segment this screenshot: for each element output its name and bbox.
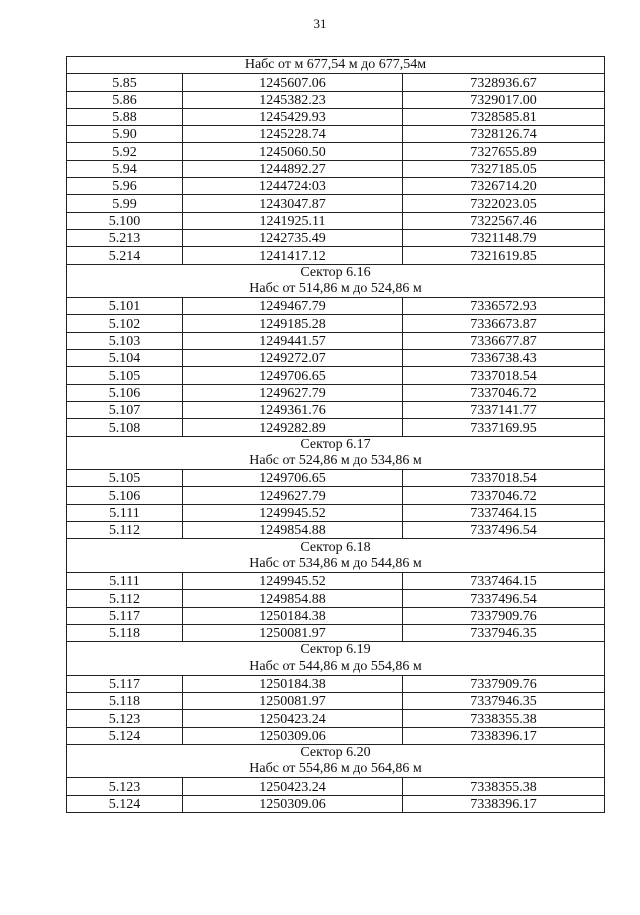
x-coordinate-cell: 1245429.93 xyxy=(183,108,403,125)
table-row xyxy=(67,419,605,436)
y-coordinate-cell: 7328936.67 xyxy=(403,74,605,91)
x-coordinate-cell: 1250081.97 xyxy=(183,692,403,709)
table-row xyxy=(67,298,605,315)
table-row xyxy=(67,367,605,384)
section-header-row xyxy=(67,539,605,556)
y-coordinate-cell: 7321148.79 xyxy=(403,229,605,246)
point-id-cell: 5.86 xyxy=(67,91,183,108)
point-id-cell: 5.124 xyxy=(67,795,183,812)
sector-title: Сектор 6.17 xyxy=(67,436,605,453)
table-row xyxy=(67,778,605,795)
x-coordinate-cell: 1250184.38 xyxy=(183,675,403,692)
point-id-cell: 5.85 xyxy=(67,74,183,91)
point-id-cell: 5.117 xyxy=(67,607,183,624)
height-range-label: Набс от 544,86 м до 554,86 м xyxy=(67,658,605,675)
x-coordinate-cell: 1243047.87 xyxy=(183,195,403,212)
y-coordinate-cell: 7337046.72 xyxy=(403,384,605,401)
point-id-cell: 5.105 xyxy=(67,470,183,487)
y-coordinate-cell: 7322567.46 xyxy=(403,212,605,229)
table-row xyxy=(67,229,605,246)
table-row xyxy=(67,607,605,624)
table-row xyxy=(67,487,605,504)
table-row xyxy=(67,143,605,160)
sector-title: Сектор 6.16 xyxy=(67,264,605,281)
y-coordinate-cell: 7337909.76 xyxy=(403,675,605,692)
point-id-cell: 5.104 xyxy=(67,350,183,367)
section-header-row xyxy=(67,436,605,453)
table-row xyxy=(67,795,605,812)
coordinates-table-body xyxy=(67,57,605,813)
point-id-cell: 5.101 xyxy=(67,298,183,315)
y-coordinate-cell: 7337946.35 xyxy=(403,692,605,709)
section-header-row xyxy=(67,264,605,281)
height-range-label: Набс от 524,86 м до 534,86 м xyxy=(67,453,605,470)
x-coordinate-cell: 1241417.12 xyxy=(183,247,403,264)
table-row xyxy=(67,212,605,229)
sector-title: Сектор 6.20 xyxy=(67,744,605,761)
x-coordinate-cell: 1245060.50 xyxy=(183,143,403,160)
table-row xyxy=(67,195,605,212)
height-range-label: Набс от 534,86 м до 544,86 м xyxy=(67,556,605,573)
y-coordinate-cell: 7327185.05 xyxy=(403,160,605,177)
y-coordinate-cell: 7338355.38 xyxy=(403,778,605,795)
point-id-cell: 5.106 xyxy=(67,384,183,401)
table-row xyxy=(67,384,605,401)
y-coordinate-cell: 7337946.35 xyxy=(403,624,605,641)
table-row xyxy=(67,624,605,641)
y-coordinate-cell: 7336738.43 xyxy=(403,350,605,367)
point-id-cell: 5.112 xyxy=(67,590,183,607)
y-coordinate-cell: 7337464.15 xyxy=(403,504,605,521)
x-coordinate-cell: 1242735.49 xyxy=(183,229,403,246)
y-coordinate-cell: 7338396.17 xyxy=(403,795,605,812)
y-coordinate-cell: 7322023.05 xyxy=(403,195,605,212)
point-id-cell: 5.88 xyxy=(67,108,183,125)
point-id-cell: 5.92 xyxy=(67,143,183,160)
y-coordinate-cell: 7336673.87 xyxy=(403,315,605,332)
table-row xyxy=(67,710,605,727)
table-row xyxy=(67,470,605,487)
section-header-row xyxy=(67,744,605,761)
x-coordinate-cell: 1249441.57 xyxy=(183,332,403,349)
y-coordinate-cell: 7337464.15 xyxy=(403,572,605,589)
table-row xyxy=(67,247,605,264)
coordinates-table xyxy=(66,56,605,813)
y-coordinate-cell: 7326714.20 xyxy=(403,178,605,195)
sector-title: Сектор 6.19 xyxy=(67,642,605,659)
point-id-cell: 5.111 xyxy=(67,504,183,521)
x-coordinate-cell: 1249706.65 xyxy=(183,470,403,487)
x-coordinate-cell: 1250309.06 xyxy=(183,795,403,812)
y-coordinate-cell: 7321619.85 xyxy=(403,247,605,264)
y-coordinate-cell: 7328126.74 xyxy=(403,126,605,143)
point-id-cell: 5.90 xyxy=(67,126,183,143)
x-coordinate-cell: 1250309.06 xyxy=(183,727,403,744)
x-coordinate-cell: 1245382.23 xyxy=(183,91,403,108)
point-id-cell: 5.105 xyxy=(67,367,183,384)
x-coordinate-cell: 1249854.88 xyxy=(183,590,403,607)
point-id-cell: 5.106 xyxy=(67,487,183,504)
section-header-row xyxy=(67,281,605,298)
table-row xyxy=(67,108,605,125)
table-row xyxy=(67,675,605,692)
point-id-cell: 5.112 xyxy=(67,522,183,539)
y-coordinate-cell: 7337018.54 xyxy=(403,367,605,384)
section-header-row xyxy=(67,642,605,659)
table-row xyxy=(67,504,605,521)
y-coordinate-cell: 7327655.89 xyxy=(403,143,605,160)
x-coordinate-cell: 1249945.52 xyxy=(183,504,403,521)
table-row xyxy=(67,350,605,367)
section-header-row xyxy=(67,761,605,778)
point-id-cell: 5.100 xyxy=(67,212,183,229)
section-header-row xyxy=(67,556,605,573)
point-id-cell: 5.99 xyxy=(67,195,183,212)
height-range-label: Набс от м 677,54 м до 677,54м xyxy=(67,57,605,74)
point-id-cell: 5.124 xyxy=(67,727,183,744)
table-row xyxy=(67,126,605,143)
x-coordinate-cell: 1249282.89 xyxy=(183,419,403,436)
x-coordinate-cell: 1250423.24 xyxy=(183,778,403,795)
point-id-cell: 5.118 xyxy=(67,692,183,709)
x-coordinate-cell: 1250184.38 xyxy=(183,607,403,624)
section-header-row xyxy=(67,57,605,74)
y-coordinate-cell: 7329017.00 xyxy=(403,91,605,108)
table-row xyxy=(67,160,605,177)
sector-title: Сектор 6.18 xyxy=(67,539,605,556)
y-coordinate-cell: 7337046.72 xyxy=(403,487,605,504)
point-id-cell: 5.214 xyxy=(67,247,183,264)
point-id-cell: 5.123 xyxy=(67,710,183,727)
x-coordinate-cell: 1245607.06 xyxy=(183,74,403,91)
x-coordinate-cell: 1244724:03 xyxy=(183,178,403,195)
x-coordinate-cell: 1249945.52 xyxy=(183,572,403,589)
x-coordinate-cell: 1249361.76 xyxy=(183,401,403,418)
point-id-cell: 5.96 xyxy=(67,178,183,195)
page-number: 31 xyxy=(313,16,327,31)
table-row xyxy=(67,74,605,91)
point-id-cell: 5.102 xyxy=(67,315,183,332)
section-header-row xyxy=(67,453,605,470)
x-coordinate-cell: 1249272.07 xyxy=(183,350,403,367)
table-row xyxy=(67,727,605,744)
table-row xyxy=(67,590,605,607)
x-coordinate-cell: 1244892.27 xyxy=(183,160,403,177)
point-id-cell: 5.107 xyxy=(67,401,183,418)
y-coordinate-cell: 7328585.81 xyxy=(403,108,605,125)
section-header-row xyxy=(67,658,605,675)
table-row xyxy=(67,522,605,539)
table-row xyxy=(67,332,605,349)
y-coordinate-cell: 7337909.76 xyxy=(403,607,605,624)
y-coordinate-cell: 7336677.87 xyxy=(403,332,605,349)
point-id-cell: 5.213 xyxy=(67,229,183,246)
y-coordinate-cell: 7338355.38 xyxy=(403,710,605,727)
table-row xyxy=(67,692,605,709)
x-coordinate-cell: 1250081.97 xyxy=(183,624,403,641)
x-coordinate-cell: 1249627.79 xyxy=(183,487,403,504)
x-coordinate-cell: 1250423.24 xyxy=(183,710,403,727)
y-coordinate-cell: 7337496.54 xyxy=(403,522,605,539)
x-coordinate-cell: 1249467.79 xyxy=(183,298,403,315)
x-coordinate-cell: 1249185.28 xyxy=(183,315,403,332)
point-id-cell: 5.111 xyxy=(67,572,183,589)
y-coordinate-cell: 7336572.93 xyxy=(403,298,605,315)
point-id-cell: 5.94 xyxy=(67,160,183,177)
point-id-cell: 5.117 xyxy=(67,675,183,692)
y-coordinate-cell: 7338396.17 xyxy=(403,727,605,744)
table-row xyxy=(67,572,605,589)
x-coordinate-cell: 1249854.88 xyxy=(183,522,403,539)
table-row xyxy=(67,315,605,332)
y-coordinate-cell: 7337018.54 xyxy=(403,470,605,487)
x-coordinate-cell: 1249627.79 xyxy=(183,384,403,401)
point-id-cell: 5.108 xyxy=(67,419,183,436)
x-coordinate-cell: 1245228.74 xyxy=(183,126,403,143)
point-id-cell: 5.123 xyxy=(67,778,183,795)
x-coordinate-cell: 1241925.11 xyxy=(183,212,403,229)
y-coordinate-cell: 7337169.95 xyxy=(403,419,605,436)
height-range-label: Набс от 554,86 м до 564,86 м xyxy=(67,761,605,778)
point-id-cell: 5.103 xyxy=(67,332,183,349)
y-coordinate-cell: 7337141.77 xyxy=(403,401,605,418)
table-row xyxy=(67,178,605,195)
point-id-cell: 5.118 xyxy=(67,624,183,641)
y-coordinate-cell: 7337496.54 xyxy=(403,590,605,607)
x-coordinate-cell: 1249706.65 xyxy=(183,367,403,384)
table-row xyxy=(67,91,605,108)
height-range-label: Набс от 514,86 м до 524,86 м xyxy=(67,281,605,298)
table-row xyxy=(67,401,605,418)
